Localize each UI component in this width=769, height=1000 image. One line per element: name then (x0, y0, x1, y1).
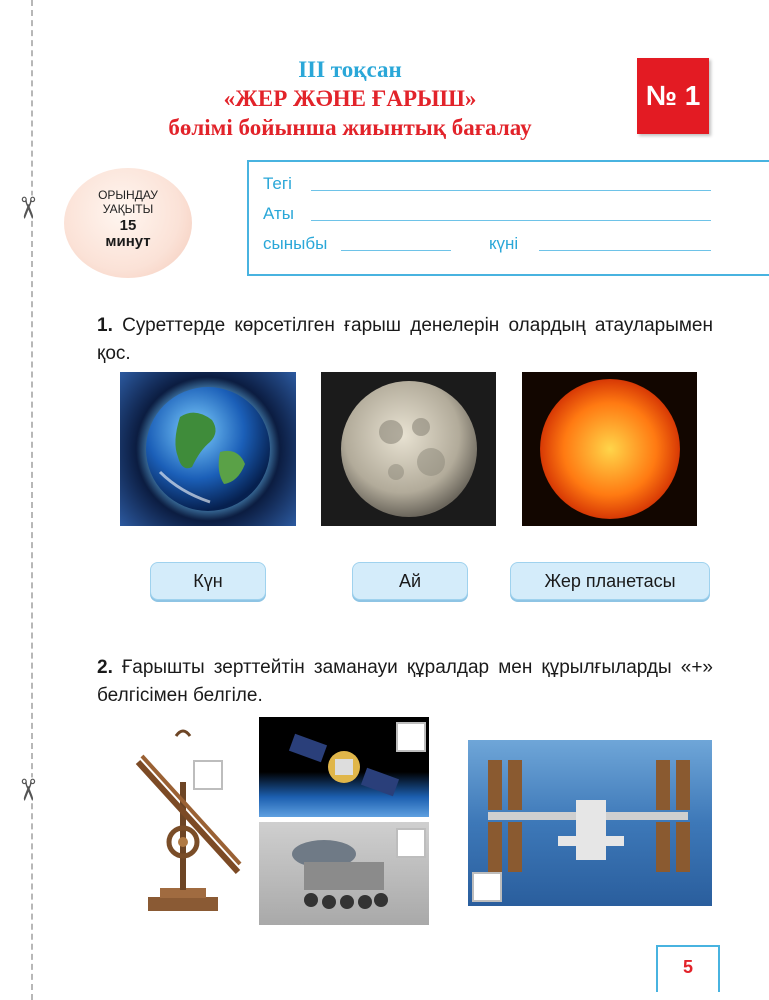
timer-label-1: ОРЫНДАУ (98, 188, 158, 202)
name-label: Аты (263, 204, 294, 223)
task-1-number: 1. (97, 315, 113, 336)
checkbox-telescope[interactable] (193, 760, 223, 790)
assessment-title: бөлімі бойынша жиынтық бағалау (168, 115, 532, 140)
moon-image[interactable] (321, 372, 496, 526)
cut-line (31, 0, 33, 1000)
class-label: сыныбы (263, 234, 328, 253)
timer-label-2: УАҚЫТЫ (102, 202, 154, 216)
number-badge: № 1 (637, 58, 709, 134)
timer-amount: 15 (119, 217, 137, 234)
page-title (100, 55, 600, 142)
surname-field[interactable] (311, 190, 711, 191)
moon-icon (321, 372, 496, 526)
page-number: 5 (656, 945, 720, 992)
section-title: «ЖЕР ЖӘНЕ ҒАРЫШ» (223, 86, 477, 111)
time-limit-badge (64, 168, 192, 278)
class-field[interactable] (341, 250, 451, 251)
answer-label-sun[interactable]: Күн (150, 562, 266, 600)
name-field[interactable] (311, 220, 711, 221)
earth-image[interactable] (120, 372, 296, 526)
scissors-icon: ✂ (9, 195, 45, 221)
earth-icon (120, 372, 296, 526)
space-station-image[interactable] (468, 740, 712, 906)
date-label: күні (489, 234, 519, 253)
task-1 (97, 312, 713, 368)
sun-icon (522, 372, 697, 526)
timer-unit: минут (105, 233, 151, 250)
answer-label-moon[interactable]: Ай (352, 562, 468, 600)
surname-label: Тегі (263, 174, 292, 193)
old-telescope-image[interactable] (128, 722, 248, 922)
sun-image[interactable] (522, 372, 697, 526)
checkbox-space-station[interactable] (472, 872, 502, 902)
student-info-box (247, 160, 769, 276)
telescope-icon (128, 722, 248, 922)
checkbox-lunar-rover[interactable] (396, 828, 426, 858)
task-2-number: 2. (97, 657, 113, 678)
date-field[interactable] (539, 250, 711, 251)
quarter-title: III тоқсан (298, 57, 402, 82)
checkbox-satellite[interactable] (396, 722, 426, 752)
task-2 (97, 654, 713, 710)
task-2-text: Ғарышты зерттейтін заманауи құралдар мен құрылғыларды «+» белгісімен белгіле. (97, 657, 713, 706)
space-station-icon (468, 740, 712, 906)
task-1-text: Суреттерде көрсетілген ғарыш денелерін олардың атауларымен қос. (97, 315, 713, 364)
scissors-icon: ✂ (9, 777, 45, 803)
answer-label-earth[interactable]: Жер планетасы (510, 562, 710, 600)
